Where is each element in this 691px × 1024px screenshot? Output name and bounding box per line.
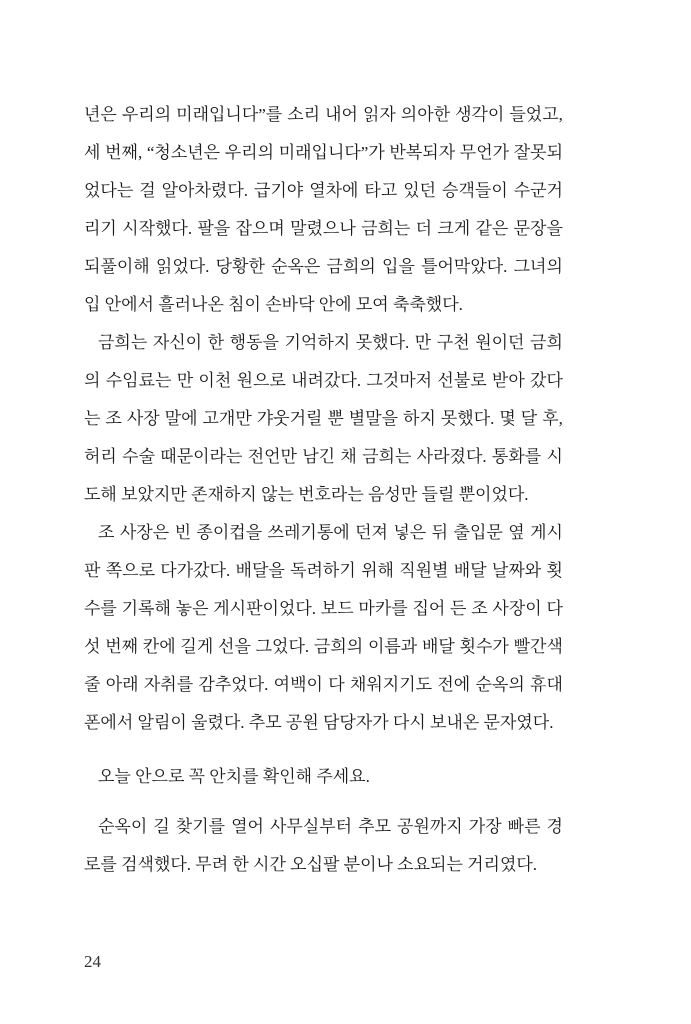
word: 말렸으나 [290, 219, 356, 238]
word: 뿐 [327, 409, 344, 428]
text-line [84, 808, 563, 846]
text-line [84, 172, 563, 210]
word: 조 [471, 599, 488, 618]
word: 금희의 [326, 257, 376, 276]
word: 그녀의 [513, 257, 563, 276]
word: 배달 [453, 561, 487, 580]
word: 갔다 [530, 371, 563, 390]
word: 수를 [84, 599, 117, 618]
word: 문장을 [513, 219, 563, 238]
word: 년은 [84, 105, 117, 124]
text-line [84, 400, 563, 438]
word: 허리 [84, 447, 117, 466]
word: 섯 [84, 637, 101, 656]
word: 몇 [499, 409, 516, 428]
text-line [84, 438, 563, 476]
word: 출입문 [453, 523, 503, 542]
word: 못했다. [440, 409, 495, 428]
word: 기억하지 [284, 333, 351, 352]
word: 집어 [412, 599, 446, 618]
word: 소리 [287, 105, 321, 124]
word: 말에 [164, 409, 198, 428]
word: 자신이 [152, 333, 203, 352]
word: 승객들이 [442, 181, 508, 200]
text-line [84, 96, 563, 134]
word: 순옥은 [271, 257, 321, 276]
text-line: 오늘 안으로 꼭 안치를 확인해 주세요. [98, 767, 370, 786]
word: 전에 [437, 675, 471, 694]
word: 구천 [436, 333, 470, 352]
word: 놓은 [175, 599, 209, 618]
word: 시 [546, 447, 563, 466]
word: 사무실부터 [269, 817, 353, 836]
word: 여백이 [273, 675, 323, 694]
word: 경 [546, 817, 563, 836]
word: 입을 [382, 257, 415, 276]
word: 전언만 [247, 447, 297, 466]
word: 순옥이 [98, 817, 148, 836]
word: 반복되자 [389, 143, 456, 162]
word: 배달을 [235, 561, 285, 580]
word: 타고 [364, 181, 398, 200]
word: 못했다. [355, 333, 410, 352]
word: 길 [153, 817, 170, 836]
word: 채 [340, 447, 357, 466]
word: 었다는 [84, 181, 134, 200]
text-line: 폰에서 알림이 울렸다. 추모 공원 담당자가 다시 보내온 문자였다. [84, 713, 554, 732]
word: 찾기를 [175, 817, 226, 836]
word: 걸 [139, 181, 156, 200]
word: 아래 [105, 675, 139, 694]
word: 통화를 [491, 447, 542, 466]
word: 받아 [491, 371, 525, 390]
text-line [84, 590, 563, 628]
word: 원이던 [475, 333, 525, 352]
word: 보드 [320, 599, 354, 618]
text-line [84, 324, 563, 362]
word: 게시 [530, 523, 563, 542]
text-line [84, 134, 563, 172]
word: 내려갔다. [291, 371, 362, 390]
word: 행동을 [229, 333, 279, 352]
text-line [84, 362, 563, 400]
word: 크게 [437, 219, 471, 238]
word: 쓰레기통에 [267, 523, 350, 542]
word: 있던 [403, 181, 437, 200]
body-paragraph [84, 324, 563, 514]
word: 후, [542, 409, 563, 428]
word: 날짜와 [491, 561, 542, 580]
word: 휴대 [530, 675, 563, 694]
text-line [84, 552, 563, 590]
word: 팔을 [197, 219, 231, 238]
word: 이천 [198, 371, 232, 390]
word: 다가갔다. [160, 561, 231, 580]
word: 한 [207, 333, 225, 352]
word: 횟 [546, 561, 563, 580]
word: 사장 [126, 409, 160, 428]
word: 빨간색 [513, 637, 563, 656]
word: 무언가 [459, 143, 510, 162]
word: 미래입니다”가 [278, 143, 385, 162]
word: 기록해 [121, 599, 171, 618]
word: 금희는 [362, 447, 412, 466]
word: 그것마저 [366, 371, 433, 390]
quote-paragraph [84, 758, 563, 796]
word: 틀어막았다. [421, 257, 508, 276]
word: 다 [328, 675, 345, 694]
word: 길게 [180, 637, 214, 656]
word: 는 [84, 409, 101, 428]
word: 던져 [355, 523, 388, 542]
word: 배달 [421, 637, 455, 656]
word: 금희 [530, 333, 563, 352]
word: 직원별 [399, 561, 449, 580]
word: “청소년은 [146, 143, 221, 162]
word: 게시판이었다. [213, 599, 317, 618]
word: 수군거 [513, 181, 563, 200]
text-line [84, 210, 563, 248]
word: 번째, [105, 143, 143, 162]
word: 갸웃거릴 [256, 409, 323, 428]
word: 조 [98, 523, 115, 542]
word: 선불로 [437, 371, 487, 390]
word: 뒤 [431, 523, 449, 542]
word: 생각이 [455, 105, 505, 124]
word: 순옥의 [475, 675, 525, 694]
word: 조 [105, 409, 122, 428]
word: 든 [450, 599, 467, 618]
word: 사라졌다. [416, 447, 487, 466]
word: 수술 [122, 447, 155, 466]
word: 같은 [475, 219, 509, 238]
word: 채워지기도 [349, 675, 433, 694]
word: 만 [414, 333, 432, 352]
word: 사장은 [119, 523, 170, 542]
word: 미래입니다”를 [176, 105, 283, 124]
word: 고개만 [202, 409, 252, 428]
word: 이름과 [367, 637, 418, 656]
word: 때문이라는 [160, 447, 243, 466]
word: 우리의 [224, 143, 275, 162]
word: 쪽으로 [105, 561, 155, 580]
word: 리기 [84, 219, 117, 238]
word: 잘못되 [513, 143, 563, 162]
word: 우리의 [121, 105, 172, 124]
text-line [84, 248, 563, 286]
word: 급기야 [253, 181, 304, 200]
word: 달 [520, 409, 538, 428]
word: 금희는 [98, 333, 148, 352]
word: 세 [84, 143, 101, 162]
word: 원으로 [236, 371, 286, 390]
word: 감추었다. [198, 675, 269, 694]
word: 빈 [174, 523, 191, 542]
word: 되풀이해 [84, 257, 150, 276]
word: 횟수가 [459, 637, 509, 656]
word: 읽자 [362, 105, 396, 124]
word: 판 [84, 561, 101, 580]
word: 추모 [358, 817, 391, 836]
word: 마카를 [358, 599, 408, 618]
word: 종이컵을 [196, 523, 263, 542]
page-number: 24 [84, 952, 101, 971]
word: 빠른 [507, 817, 541, 836]
text-line: 도해 보았지만 존재하지 않는 번호라는 음성만 들릴 뿐이었다. [84, 485, 529, 504]
body-paragraph [84, 514, 563, 742]
word: 당황한 [215, 257, 265, 276]
word: 금희는 [361, 219, 411, 238]
text-line: 입 안에서 흘러나온 침이 손바닥 안에 모여 축축했다. [84, 295, 463, 314]
body-paragraph [84, 808, 563, 884]
word: 만 [176, 371, 194, 390]
word: 내어 [325, 105, 358, 124]
word: 잡으며 [235, 219, 285, 238]
word: 열어 [231, 817, 264, 836]
text-line [84, 514, 563, 552]
word: 금희의 [313, 637, 364, 656]
text-line [84, 628, 563, 666]
word: 들었고, [509, 105, 563, 124]
word: 선을 [218, 637, 251, 656]
word: 수임료는 [105, 371, 172, 390]
word: 시작했다. [122, 219, 193, 238]
word: 다 [546, 599, 563, 618]
word: 줄 [84, 675, 101, 694]
word: 남긴 [302, 447, 336, 466]
word: 넣은 [393, 523, 427, 542]
body-paragraph [84, 96, 563, 324]
text-line [84, 666, 563, 704]
word: 알아차렸다. [161, 181, 248, 200]
text-line: 로를 검색했다. 무려 한 시간 오십팔 분이나 소요되는 거리였다. [84, 855, 538, 874]
body-text-block [84, 96, 563, 884]
word: 의 [84, 371, 101, 390]
word: 위해 [361, 561, 394, 580]
word: 읽었다. [155, 257, 210, 276]
word: 별말을 [348, 409, 399, 428]
word: 가장 [468, 817, 502, 836]
word: 번째 [105, 637, 139, 656]
word: 옆 [508, 523, 525, 542]
word: 칸에 [142, 637, 176, 656]
word: 자취를 [143, 675, 194, 694]
word: 더 [415, 219, 433, 238]
word: 사장이 [492, 599, 542, 618]
word: 독려하기 [290, 561, 356, 580]
word: 하지 [403, 409, 436, 428]
word: 의아한 [400, 105, 451, 124]
word: 그었다. [255, 637, 310, 656]
word: 열차에 [309, 181, 359, 200]
word: 공원까지 [397, 817, 463, 836]
